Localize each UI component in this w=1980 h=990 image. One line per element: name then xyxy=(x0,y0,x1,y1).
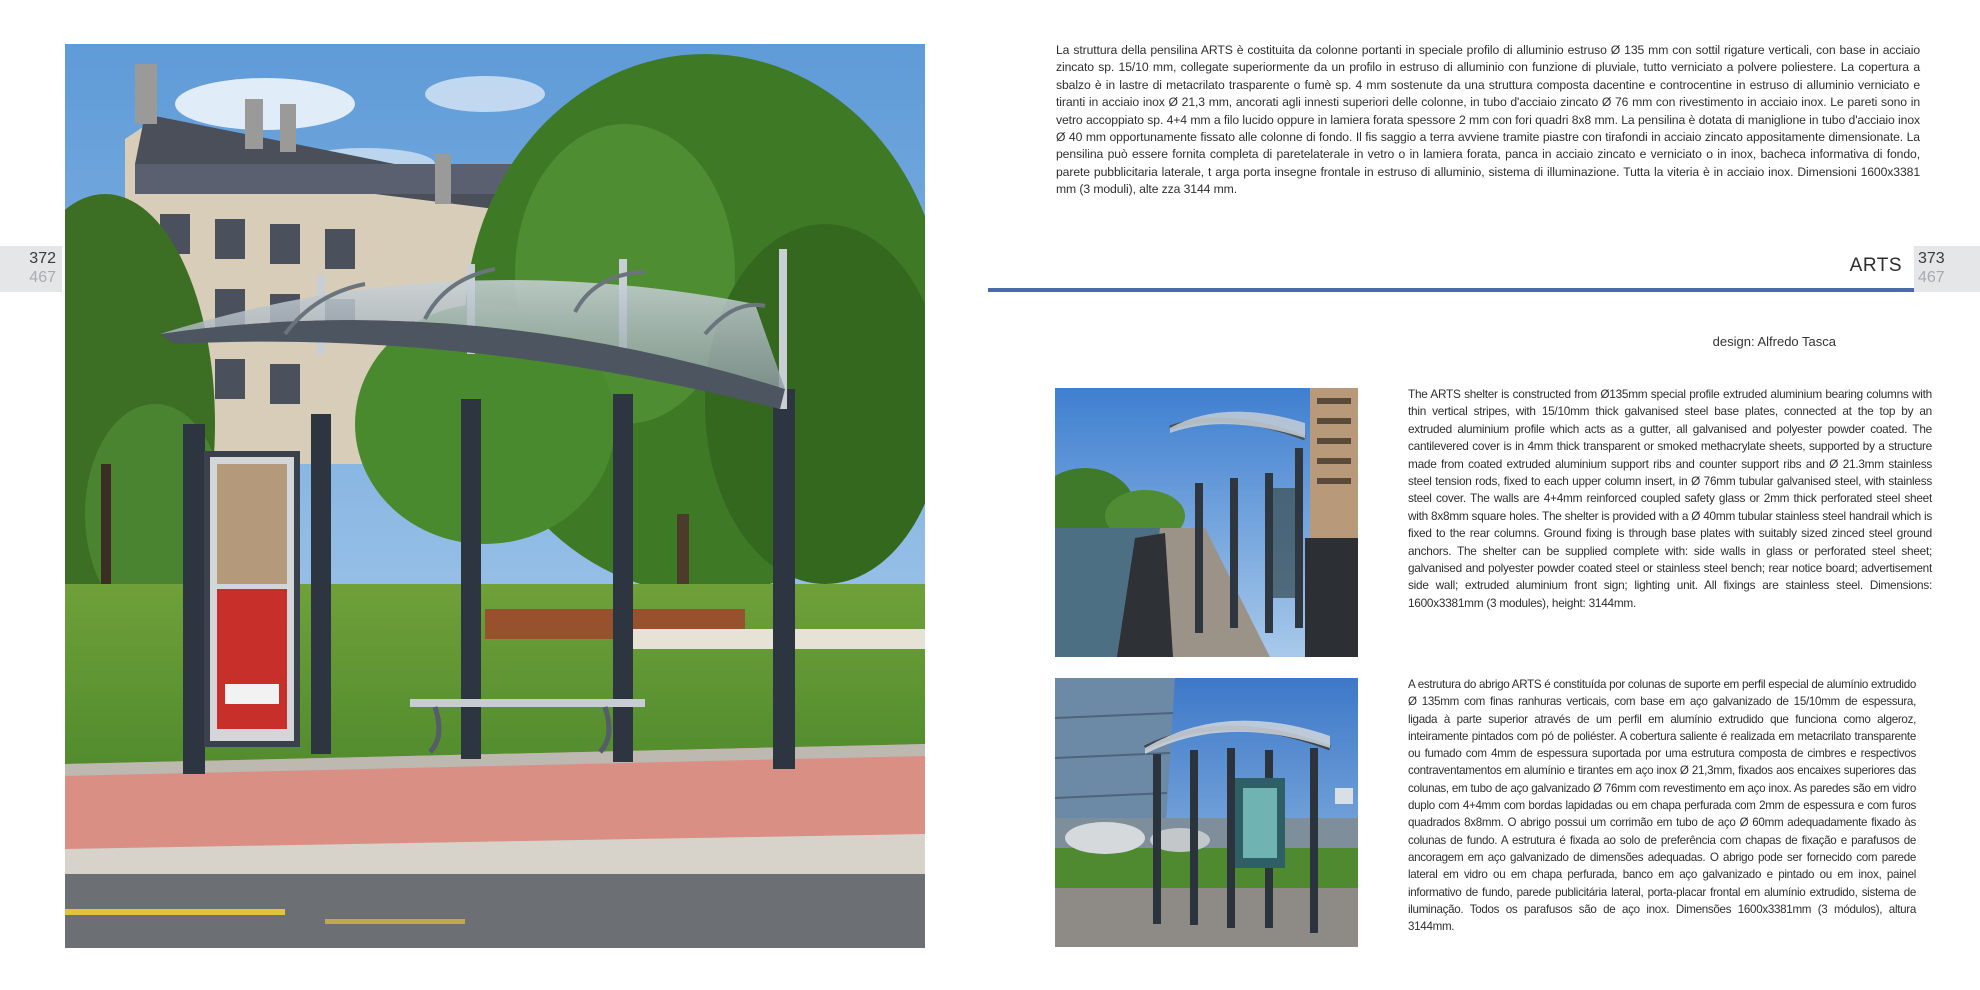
page-number-total: 467 xyxy=(29,269,56,286)
description-italian: La struttura della pensilina ARTS è costituita da colonne portanti in speciale profilo di alluminio estruso Ø 135 mm con sottil rigature verticali, con base in acciaio zincato sp. 15/10 mm, collegate superiormente da un profilo in estruso di alluminio con funzione di pluviale, tutto verniciato a polvere poliestere. La copertura a sbalzo è in lastre di metacrilato trasparente o fumè sp. 4 mm sostenute da una struttura composta dacentine e controcentine in estruso di alluminio verniciato e tiranti in acciaio inox Ø 21,3 mm, ancorati agli innesti superiori delle colonne, in tubo d'acciaio zincato Ø 76 mm con rivestimento in acciaio inox. Le pareti sono in vetro accoppiato sp. 4+4 mm a filo lucido oppure in lamiera forata spessore 2 mm con fori quadri 8x8 mm. La pensilina è dotata di maniglione in tubo d'acciaio inox Ø 40 mm opportunamente fissato alle colonne di fondo. Il fis saggio a terra avviene tramite piastre con tirafondi in acciaio zincato appositamente dimensionate. La pensilina può essere fornita completa di paretelaterale in vetro o in lamiera forata, panca in acciaio zincato e verniciato o in inox, bacheca informativa di fondo, parete pubblicitaria laterale, t arga porta insegne frontale in estruso di alluminio, sistema di illuminazione. Tutta la viteria è in acciaio inox. Dimensioni 1600x3381 mm (3 moduli), alte zza 3144 mm. xyxy=(1056,43,1920,197)
office-shelter-photo xyxy=(1055,678,1358,947)
page-number-current: 373 xyxy=(1918,250,1945,267)
description-english: The ARTS shelter is constructed from Ø135mm special profile extruded aluminium bearing columns with thin vertical stripes, with 15/10mm thick galvanised steel base plates, connected at the top by an extruded aluminium profile which acts as a gutter, all galvanised and polyester powder coated. The cantilevered cover is in 4mm thick transparent or smoked methacrylate sheets, supported by a structure made from coated extruded aluminium support ribs and counter support ribs and Ø 21.3mm stainless steel tension rods, fixed to each upper column insert, in Ø 76mm tubular galvanised steel, with stainless steel cover. The walls are 4+4mm reinforced coupled safety glass or 2mm thick perforated steel sheet with 8x8mm square holes. The shelter is provided with a Ø 40mm tubular stainless steel handrail which is fixed to the rear columns. Ground fixing is through base plates with suitably sized zinced steel ground anchors. The shelter can be supplied complete with: side walls in glass or perforated steel sheet; galvanised and polyester powder coated steel or stainless steel bench; rear notice board; advertisement side wall; extruded aluminium front sign; lighting unit. All fixings are stainless steel. Dimensions: 1600x3381mm (3 modules), height: 3144mm. xyxy=(1408,387,1932,610)
product-title: ARTS xyxy=(1849,255,1902,276)
section-divider xyxy=(988,288,1914,292)
page-number-total: 467 xyxy=(1918,269,1945,286)
right-page-number xyxy=(1914,246,1980,292)
canal-shelter-photo xyxy=(1055,388,1358,657)
page-number-current: 372 xyxy=(29,250,56,267)
main-shelter-photo xyxy=(65,44,925,948)
left-page-number xyxy=(0,246,62,292)
description-portuguese: A estrutura do abrigo ARTS é constituída por colunas de suporte em perfil especial de alumínio extrudido Ø 135mm com finas ranhuras verticais, com base em aço galvanizado de 15/10mm de espessura, ligada à parte superior através de um perfil em alumínio extrudido que funciona como algeroz, inteiramente pintados com pó de poliéster. A cobertura saliente é realizada em metacrilato transparente ou fumado com 4mm de espessura suportada por uma estrutura composta de cimbres e respectivos contraventamentos em alumínio e tirantes em aço inox Ø 21,3mm, fixados aos encaixes superiores das colunas, em tubo de aço galvanizado Ø 76mm com revestimento em aço inox. As paredes são em vidro duplo com 4+4mm com bordas lapidadas ou em chapa perfurada com 2mm de espessura e com furos quadrados 8x8mm. O abrigo possui um corrimão em tubo de aço Ø 60mm adequadamente fixado às colunas de fundo. A estrutura é fixada ao solo de preferência com chapas de fixação e parafusos de ancoragem em aço galvanizado de dimensões adequadas. O abrigo pode ser fornecido com parede lateral em vidro ou em chapa perfurada, banco em aço galvanizado e pintado ou em inox, painel informativo de fundo, parede publicitária lateral, porta-placar frontal em alumínio extrudido, sistema de iluminação. Todos os parafusos são de aço inox. Dimensões 1600x3381mm (3 módulos), altura 3144mm. xyxy=(1408,678,1916,934)
designer-credit: design: Alfredo Tasca xyxy=(1712,334,1836,349)
